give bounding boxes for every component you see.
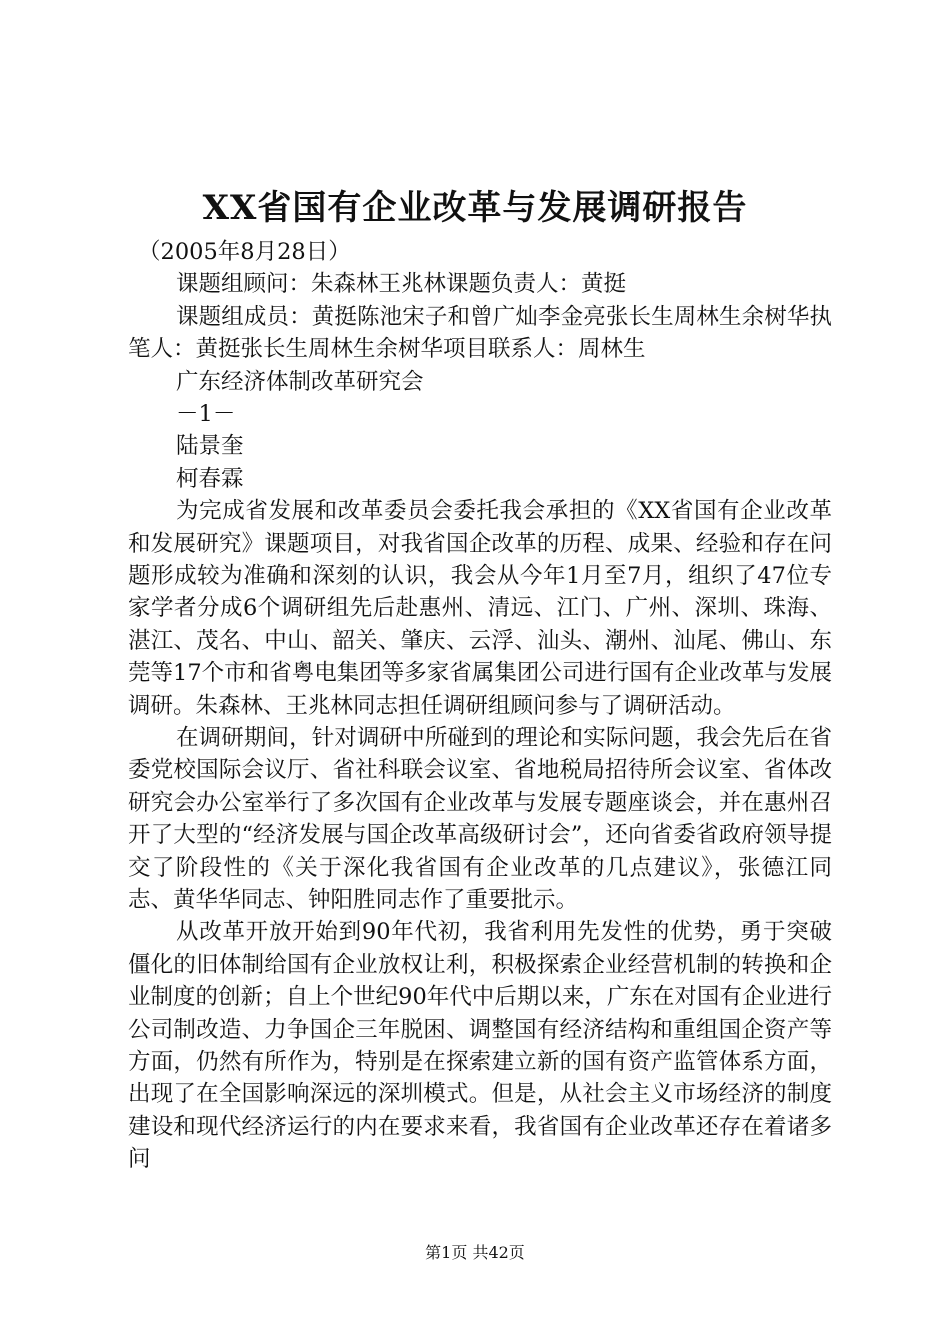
page-marker: －1－ (176, 400, 236, 427)
document-body (128, 236, 832, 1176)
advisors-line: 课题组顾问：朱森林王兆林课题负责人：黄挺 (176, 271, 627, 298)
body-paragraph: 为完成省发展和改革委员会委托我会承担的《XX省国有企业改革和发展研究》课题项目，对我省国企改革的历程、成果、经验和存在问题形成较为准确和深刻的认识，我会从今年1月至7月，组织了47位专家学者分成6个调研组先后赴惠州、清远、江门、广州、深圳、珠海、湛江、茂名、中山、韶关、肇庆、云浮、汕头、潮州、汕尾、佛山、东莞等17个市和省粤电集团等多家省属集团公司进行国有企业改革与发展调研。朱森林、王兆林同志担任调研组顾问参与了调研活动。 (128, 498, 832, 719)
members-line: 课题组成员：黄挺陈池宋子和曾广灿李金亮张长生周林生余树华执笔人：黄挺张长生周林生余树华项目联系人：周林生 (128, 303, 832, 363)
author-name: 陆景奎 (176, 433, 244, 460)
body-paragraph: 从改革开放开始到90年代初，我省利用先发性的优势，勇于突破僵化的旧体制给国有企业放权让利，积极探索企业经营机制的转换和企业制度的创新；自上个世纪90年代中后期以来，广东在对国有企业进行公司制改造、力争国企三年脱困、调整国有经济结构和重组国企资产等方面，仍然有所作为，特别是在探索建立新的国有资产监管体系方面，出现了在全国影响深远的深圳模式。但是，从社会主义市场经济的制度建设和现代经济运行的内在要求来看，我省国有企业改革还存在着诸多问 (128, 919, 832, 1173)
date-line: （2005年8月28日） (138, 239, 351, 265)
page-footer: 第1页 共42页 (425, 1243, 525, 1262)
document-title: XX省国有企业改革与发展调研报告 (202, 188, 748, 228)
author-name: 柯春霖 (176, 465, 244, 492)
organization-line: 广东经济体制改革研究会 (176, 368, 424, 395)
body-paragraph: 在调研期间，针对调研中所碰到的理论和实际问题，我会先后在省委党校国际会议厅、省社科联会议室、省地税局招待所会议室、省体改研究会办公室举行了多次国有企业改革与发展专题座谈会，并在惠州召开了大型的“经济发展与国企改革高级研讨会”，还向省委省政府领导提交了阶段性的《关于深化我省国有企业改革的几点建议》，张德江同志、黄华华同志、钟阳胜同志作了重要批示。 (128, 725, 832, 914)
